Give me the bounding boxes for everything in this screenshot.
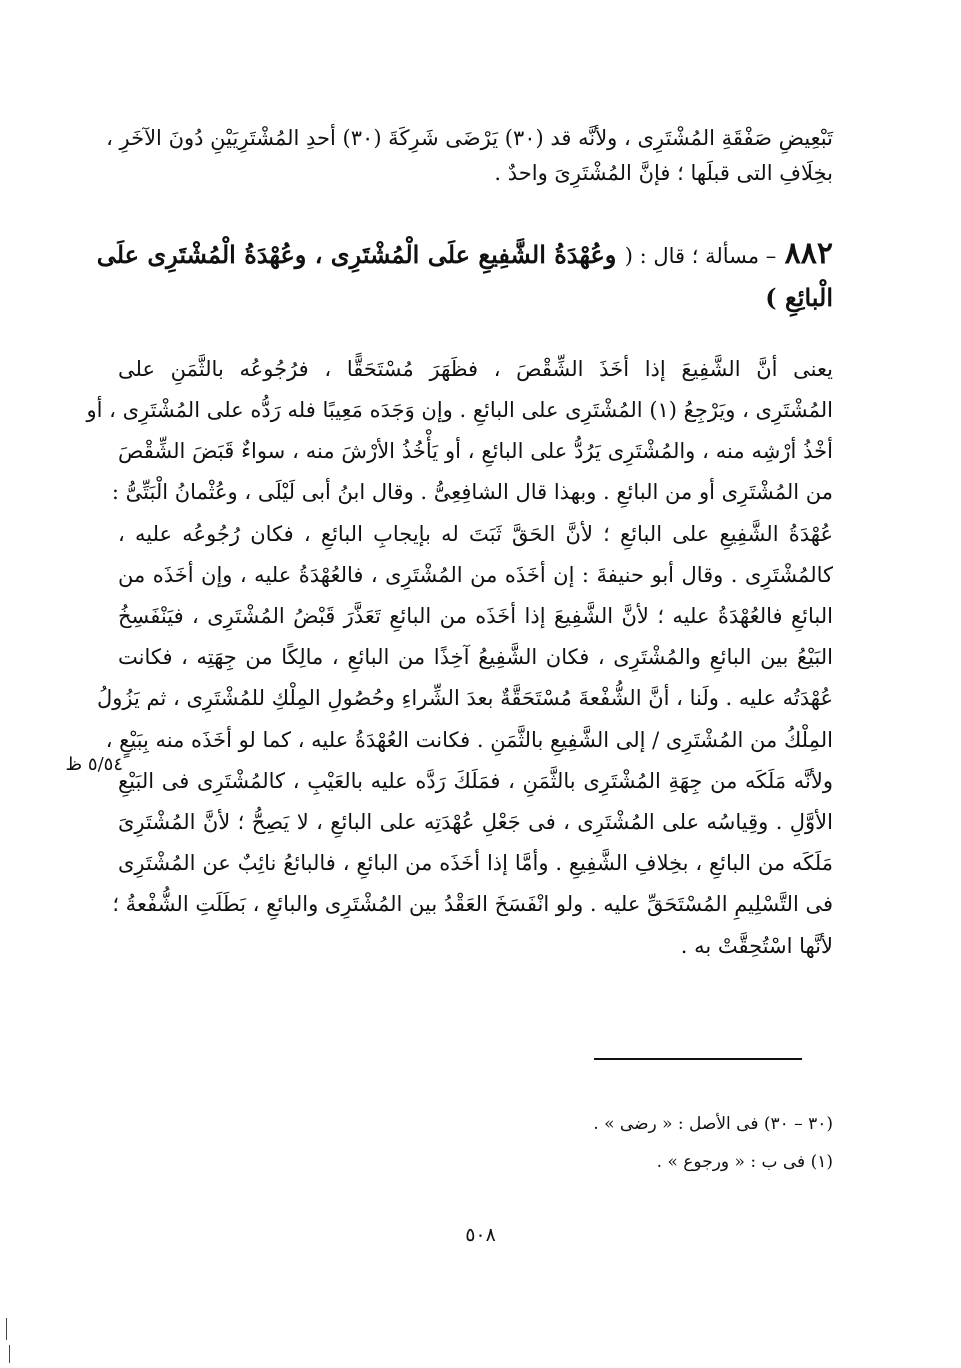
body-line: المِلْكُ من المُشْتَرِى / إلى الشَّفِيعِ بالثَّمَنِ . فكانت العُهْدَةُ عليه ، كما لو أخَذَه منه بِبَيْعٍ ،	[105, 728, 833, 752]
page-number: ٥٠٨	[465, 1224, 496, 1246]
footnote-30: (٣٠ – ٣٠) فى الأصل : « رضى » .	[593, 1114, 833, 1134]
scan-edge-mark	[6, 1318, 7, 1340]
question-heading-cont	[118, 276, 833, 320]
body-line: مَلَكَه من البائعِ ، بخِلافِ الشَّفِيعِ . وأمَّا إذا أخَذَه من البائعِ ، فالبائعُ نائِبٌ عن المُشْتَرِى	[118, 851, 833, 875]
question-heading	[96, 232, 833, 278]
question-number: ٨٨٢	[784, 236, 833, 271]
scan-edge-mark	[9, 1345, 10, 1363]
body-line: يعنى أنَّ الشَّفِيعَ إذا أخَذَ الشِّقْصَ ، فظَهَرَ مُسْتَحَقًّا ، فرُجُوعُه بالثَّمَنِ على	[118, 357, 833, 381]
body-line: كالمُشْتَرِى . وقال أبو حنيفةَ : إن أخَذَه من المُشْتَرِى ، فالعُهْدَةُ عليه ، وإن أخَذَه من	[118, 563, 833, 587]
intro-line-1: تَبْعِيضِ صَفْقَةِ المُشْتَرِى ، ولأنَّه قد (٣٠) يَرْضَى شَرِكَةَ (٣٠) أحدِ المُشْتَرِيَيْنِ دُونَ الآخَرِ ،	[106, 126, 833, 150]
footnote-separator	[594, 1058, 802, 1060]
body-line: الأوَّلِ . وقِياسُه على المُشْتَرِى ، فى جَعْلِ عُهْدَتِه على البائعِ ، لا يَصِحُّ ؛ لأنَّ المُشْتَرِىَ	[118, 810, 833, 834]
intro-line-2: بخِلَافِ التى قبلَها ؛ فإنَّ المُشْتَرِىَ واحدٌ .	[494, 161, 833, 185]
body-line: عُهْدَتُه عليه . ولَنا ، أنَّ الشُّفْعةَ مُسْتَحَقَّةٌ بعدَ الشِّراءِ وحُصُولِ المِلْكِ للمُشْتَرِى ، ثم يَزُولُ	[96, 686, 833, 710]
question-text-1: وعُهْدَةُ الشَّفِيعِ علَى الْمُشْتَرِى ، وعُهْدَةُ الْمُشْتَرِى علَى	[96, 240, 617, 269]
body-line: أخْذُ أرْشِه منه ، والمُشْتَرِى يَرُدُّ على البائعِ ، أو يَأْخُذُ الأرْشَ منه ، سواءٌ قَبَضَ الشِّقْصَ	[118, 439, 833, 463]
body-line: البَيْعُ بين البائعِ والمُشْتَرِى ، فكان الشَّفِيعُ آخِذًا من البائعِ ، مالِكًا من جِهَتِه ، فكانت	[118, 645, 833, 669]
body-line: عُهْدَةُ الشَّفِيعِ على البائعِ ؛ لأنَّ الحَقَّ ثَبَتَ له بإيجابِ البائعِ ، فكان رُجُوعُه عليه ،	[118, 522, 833, 546]
margin-folio-reference: ٥/٥٤ ظ	[65, 754, 123, 775]
body-line: ولأنَّه مَلَكَه من جِهَةِ المُشْتَرِى بالثَّمَنِ ، فمَلَكَ رَدَّه عليه بالعَيْبِ ، كالمُشْتَرِى فى البَيْعِ	[118, 769, 833, 793]
body-line-last: لأنَّها اسْتُحِقَّتْ به .	[680, 934, 833, 958]
body-line: المُشْتَرِى ، ويَرْجِعُ (١) المُشْتَرِى على البائعِ . وإن وَجَدَه مَعِيبًا فله رَدُّه على المُشْتَرِى ، أو	[86, 398, 833, 422]
body-line: من المُشْتَرِى أو من البائعِ . وبهذا قال الشافِعِىُّ . وقال ابنُ أبى لَيْلَى ، وعُثْمانُ الْبَتِّىُّ :	[111, 480, 833, 504]
question-text-2: الْبائِعِ )	[765, 283, 833, 312]
body-line: البائعِ فالعُهْدَةُ عليه ؛ لأنَّ الشَّفِيعَ إذا أخَذَه من البائعِ تَعَذَّرَ قَبْضُ المُشْتَرِى ، فيَنْفَسِخُ	[118, 604, 833, 628]
footnote-1: (١) فى ب : « ورجوع » .	[656, 1152, 833, 1172]
question-label: – مسألة ؛ قال : (	[624, 244, 777, 268]
body-line: فى التَّسْلِيمِ المُسْتَحَقِّ عليه . ولو انْفَسَخَ العَقْدُ بين المُشْتَرِى والبائعِ ، بَطَلَتِ الشُّفْعةُ ؛	[112, 892, 833, 916]
